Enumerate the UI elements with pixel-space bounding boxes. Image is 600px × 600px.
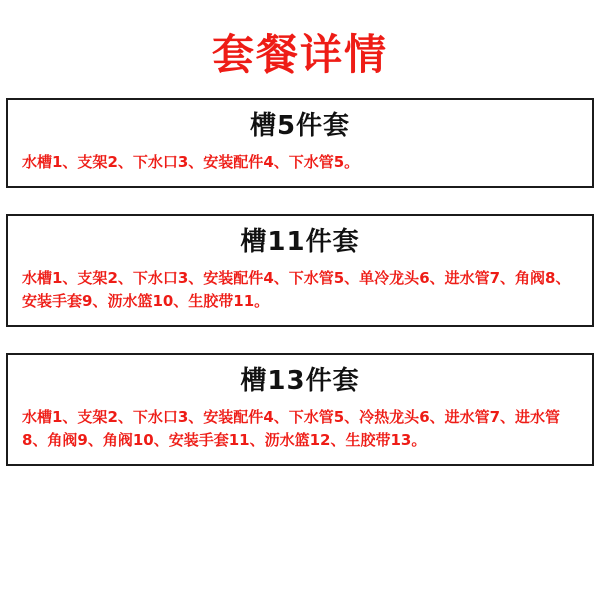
package-items-5: 水槽1、支架2、下水口3、安装配件4、下水管5。 xyxy=(22,152,360,171)
package-title-11: 槽11件套 xyxy=(240,227,360,258)
package-title-5: 槽5件套 xyxy=(249,111,351,142)
page-title: 套餐详情 xyxy=(211,30,388,79)
package-items-11: 水槽1、支架2、下水口3、安装配件4、下水管5、单冷龙头6、进水管7、角阀8、安装手套9、沥水篮10、生胶带11。 xyxy=(22,268,571,310)
package-card-13 xyxy=(6,353,594,466)
package-card-5 xyxy=(6,98,594,188)
package-items-13: 水槽1、支架2、下水口3、安装配件4、下水管5、冷热龙头6、进水管7、进水管8、角阀9、角阀10、安装手套11、沥水篮12、生胶带13。 xyxy=(22,407,561,449)
package-title-13: 槽13件套 xyxy=(240,366,360,397)
package-card-11 xyxy=(6,214,594,327)
